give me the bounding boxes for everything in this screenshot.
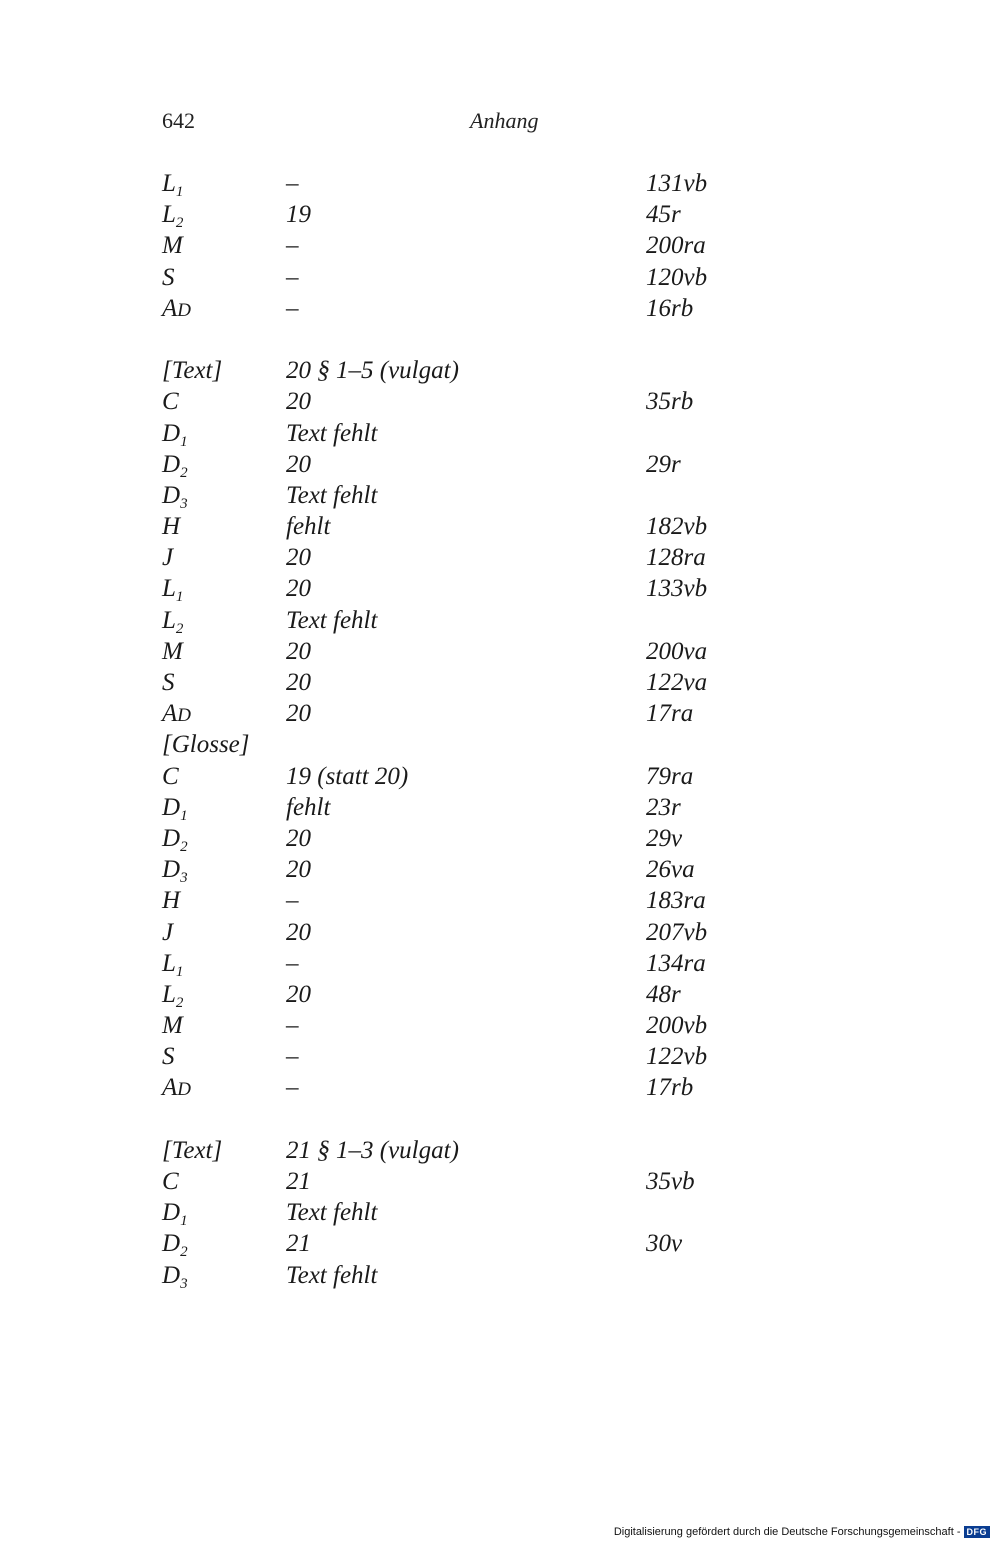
table-row <box>162 542 882 573</box>
folio-cell: 133vb <box>646 575 708 603</box>
siglum-cell <box>162 698 191 731</box>
table-row <box>162 854 882 885</box>
siglum-cell <box>162 386 179 417</box>
siglum-letter: [Text] <box>162 357 223 385</box>
folio-cell: 131vb <box>646 170 708 197</box>
siglum-subscript: 2 <box>180 838 188 855</box>
folio-cell: 45r <box>646 201 681 229</box>
siglum-subscript: 2 <box>175 620 184 637</box>
table-row <box>162 386 882 417</box>
siglum-letter: L <box>162 606 176 634</box>
chapter-cell: 21 <box>286 1168 311 1195</box>
chapter-cell: – <box>286 887 299 915</box>
siglum-cell <box>162 511 180 542</box>
chapter-cell: fehlt <box>286 513 331 541</box>
siglum-letter: J <box>162 544 174 572</box>
chapter-cell: fehlt <box>286 793 331 821</box>
siglum-subscript: 2 <box>180 464 188 481</box>
folio-cell: 29v <box>646 824 683 852</box>
folio-cell: 128ra <box>646 544 706 572</box>
table-row <box>162 885 882 916</box>
siglum-smallcap: D <box>177 299 192 321</box>
folio-cell: 200va <box>646 637 708 665</box>
folio-cell: 26va <box>646 856 695 884</box>
table-row <box>162 1228 882 1259</box>
table-row <box>162 449 882 480</box>
table-row <box>162 1197 882 1228</box>
siglum-smallcap: D <box>177 1079 192 1101</box>
chapter-cell: – <box>286 1012 299 1040</box>
chapter-cell: 20 <box>286 669 311 696</box>
siglum-letter: L <box>162 201 176 229</box>
folio-cell: 16rb <box>646 294 694 322</box>
siglum-cell <box>162 761 179 792</box>
siglum-cell <box>162 542 173 573</box>
chapter-cell: 20 <box>286 450 311 478</box>
manuscript-table <box>162 168 882 1291</box>
table-row <box>162 230 882 261</box>
chapter-cell: 20 § 1–5 (vulgat) <box>286 357 459 385</box>
siglum-cell <box>162 1135 222 1166</box>
siglum-letter: H <box>162 887 181 915</box>
table-row <box>162 1260 882 1291</box>
siglum-letter: A <box>162 700 178 728</box>
table-row <box>162 480 882 511</box>
siglum-cell <box>162 1166 179 1197</box>
running-head: Anhang <box>470 108 539 133</box>
siglum-subscript: 1 <box>180 807 188 824</box>
chapter-cell: 21 <box>286 1230 311 1258</box>
table-row <box>162 636 882 667</box>
folio-cell: 134ra <box>646 949 706 977</box>
chapter-cell: – <box>286 294 299 322</box>
chapter-cell: – <box>286 949 299 977</box>
chapter-cell: – <box>286 170 299 197</box>
siglum-letter: D <box>162 824 181 852</box>
chapter-cell: 20 <box>286 700 311 728</box>
siglum-letter: A <box>162 1074 178 1102</box>
folio-cell: 200vb <box>646 1012 708 1040</box>
chapter-cell: 19 (statt 20) <box>286 762 409 790</box>
siglum-letter: D <box>162 419 181 447</box>
folio-cell: 182vb <box>646 513 708 541</box>
table-row <box>162 1166 882 1197</box>
siglum-letter: L <box>162 575 176 603</box>
siglum-subscript: 1 <box>175 184 184 200</box>
table-row <box>162 573 882 604</box>
siglum-letter: C <box>162 1168 179 1195</box>
chapter-cell: – <box>286 263 299 291</box>
siglum-cell <box>162 885 180 916</box>
siglum-cell <box>162 1260 188 1300</box>
table-row <box>162 698 882 729</box>
chapter-cell: 21 § 1–3 (vulgat) <box>286 1136 459 1164</box>
chapter-cell: 20 <box>286 980 311 1008</box>
chapter-cell: – <box>286 1074 299 1102</box>
table-row <box>162 199 882 230</box>
table-row <box>162 823 882 854</box>
table-row <box>162 418 882 449</box>
siglum-subscript: 1 <box>180 1213 188 1230</box>
siglum-subscript: 1 <box>175 963 184 980</box>
folio-cell: 122va <box>646 669 708 696</box>
folio-cell: 35vb <box>646 1168 695 1195</box>
siglum-letter: [Text] <box>162 1136 223 1164</box>
table-row <box>162 1072 882 1103</box>
siglum-subscript: 3 <box>180 495 188 512</box>
siglum-cell <box>162 355 222 386</box>
siglum-cell <box>162 729 250 760</box>
siglum-cell <box>162 636 183 667</box>
siglum-letter: C <box>162 388 179 416</box>
siglum-letter: L <box>162 980 176 1008</box>
siglum-letter: D <box>162 1261 181 1289</box>
siglum-cell <box>162 262 175 293</box>
folio-cell: 122vb <box>646 1043 708 1071</box>
folio-cell: 17ra <box>646 700 694 728</box>
chapter-cell: Text fehlt <box>286 1199 378 1227</box>
row-spacer <box>162 1104 882 1135</box>
table-row <box>162 355 882 386</box>
folio-cell: 79ra <box>646 762 694 790</box>
siglum-letter: D <box>162 481 181 509</box>
chapter-cell: 20 <box>286 637 311 665</box>
siglum-cell <box>162 1010 183 1041</box>
folio-cell: 35rb <box>646 388 694 416</box>
dfg-logo-icon: DFG <box>964 1526 991 1538</box>
page-number: 642 <box>162 108 195 133</box>
siglum-subscript: 2 <box>175 994 184 1011</box>
footer <box>614 1526 990 1538</box>
chapter-cell: Text fehlt <box>286 419 378 447</box>
folio-cell: 207vb <box>646 918 708 946</box>
siglum-subscript: 2 <box>180 1244 188 1261</box>
table-row <box>162 262 882 293</box>
folio-cell: 23r <box>646 793 681 821</box>
table-row <box>162 168 882 199</box>
siglum-subscript: 1 <box>175 589 184 606</box>
table-row <box>162 293 882 324</box>
siglum-cell <box>162 293 191 326</box>
siglum-subscript: 3 <box>180 870 188 887</box>
chapter-cell: 20 <box>286 388 311 416</box>
siglum-letter: D <box>162 856 181 884</box>
siglum-letter: S <box>162 1043 175 1071</box>
table-row <box>162 729 882 760</box>
folio-cell: 183ra <box>646 887 706 915</box>
chapter-cell: Text fehlt <box>286 481 378 509</box>
siglum-cell <box>162 667 175 698</box>
siglum-letter: M <box>162 1012 183 1040</box>
table-row <box>162 948 882 979</box>
folio-cell: 30v <box>646 1230 683 1258</box>
siglum-subscript: 2 <box>175 215 184 232</box>
chapter-cell: 20 <box>286 544 311 572</box>
row-spacer <box>162 324 882 355</box>
siglum-letter: M <box>162 637 183 665</box>
chapter-cell: 20 <box>286 856 311 884</box>
table-row <box>162 511 882 542</box>
table-row <box>162 761 882 792</box>
folio-cell: 120vb <box>646 263 708 291</box>
table-row <box>162 667 882 698</box>
siglum-letter: D <box>162 450 181 478</box>
table-row <box>162 1010 882 1041</box>
table-row <box>162 917 882 948</box>
chapter-cell: Text fehlt <box>286 606 378 634</box>
siglum-letter: L <box>162 949 176 977</box>
table-row <box>162 1135 882 1166</box>
folio-cell: 29r <box>646 450 681 478</box>
folio-cell: 48r <box>646 980 681 1008</box>
table-row <box>162 979 882 1010</box>
siglum-letter: J <box>162 918 174 946</box>
footer-text: Digitalisierung gefördert durch die Deutsche Forschungsgemeinschaft - <box>613 1526 961 1538</box>
siglum-letter: A <box>162 294 178 322</box>
chapter-cell: – <box>286 232 299 260</box>
siglum-letter: S <box>162 669 175 696</box>
table-row <box>162 1041 882 1072</box>
table-row <box>162 792 882 823</box>
chapter-cell: – <box>286 1043 299 1071</box>
siglum-cell <box>162 1041 175 1072</box>
siglum-letter: H <box>162 513 181 541</box>
chapter-cell: 19 <box>286 201 311 229</box>
siglum-letter: D <box>162 793 181 821</box>
siglum-cell <box>162 230 183 261</box>
siglum-letter: D <box>162 1199 181 1227</box>
siglum-cell <box>162 1072 191 1105</box>
chapter-cell: 20 <box>286 575 311 603</box>
folio-cell: 17rb <box>646 1074 694 1102</box>
siglum-letter: M <box>162 232 183 260</box>
siglum-letter: L <box>162 170 176 197</box>
chapter-cell: 20 <box>286 918 311 946</box>
siglum-letter: S <box>162 263 175 291</box>
siglum-letter: [Glosse] <box>162 731 250 759</box>
chapter-cell: 20 <box>286 824 311 852</box>
siglum-letter: D <box>162 1230 181 1258</box>
chapter-cell: Text fehlt <box>286 1261 378 1289</box>
table-row <box>162 605 882 636</box>
siglum-subscript: 3 <box>180 1275 188 1292</box>
siglum-subscript: 1 <box>180 433 188 450</box>
siglum-cell <box>162 917 173 948</box>
siglum-smallcap: D <box>177 705 192 727</box>
siglum-letter: C <box>162 762 179 790</box>
folio-cell: 200ra <box>646 232 706 260</box>
